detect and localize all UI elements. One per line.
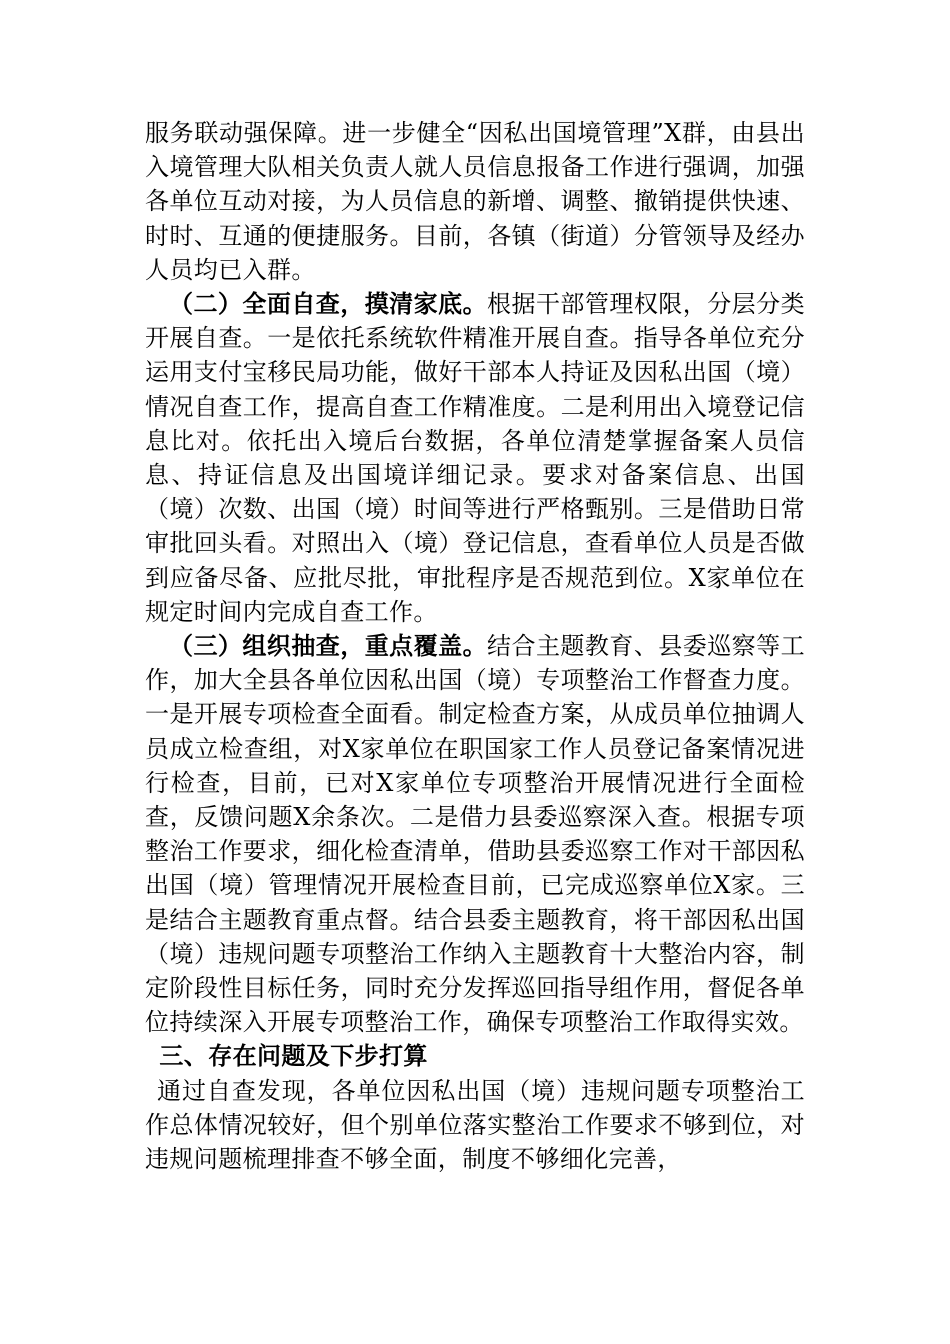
paragraph-self-check-body: 根据干部管理权限，分层分类开展自查。一是依托系统软件精准开展自查。指导各单位充分运用支付宝移民局功能，做好干部本人持证及因私出国（境）情况自查工作，提高自查工作精准度。二是利用出入境登记信息比对。依托出入境后台数据，各单位清楚掌握备案人员信息、持证信息及出国境详细记录。要求对备案信息、出国（境）次数、出国（境）时间等进行严格甄别。三是借助日常审批回头看。对照出入（境）登记信息，查看单位人员是否做到应备尽备、应批尽批，审批程序是否规范到位。X家单位在规定时间内完成自查工作。 (145, 290, 805, 626)
paragraph-problems: 通过自查发现，各单位因私出国（境）违规问题专项整治工作总体情况较好，但个别单位落实整治工作要求不够到位，对违规问题梳理排查不够全面，制度不够细化完善， (145, 1076, 805, 1174)
paragraph-service-linkage: 服务联动强保障。进一步健全“因私出国境管理”X群，由县出入境管理大队相关负责人就人员信息报备工作进行强调，加强各单位互动对接，为人员信息的新增、调整、撤销提供快速、时时、互通的便捷服务。目前，各镇（街道）分管领导及经办人员均已入群。 (145, 119, 805, 284)
paragraph-self-check (145, 287, 805, 629)
subheading-self-check: （二）全面自查，摸清家底。 (169, 289, 488, 319)
subheading-spot-check: （三）组织抽查，重点覆盖。 (169, 631, 488, 661)
paragraph-spot-check (145, 629, 805, 1039)
document-body (145, 116, 805, 1176)
section-title-problems: 三、存在问题及下步打算 (159, 1041, 428, 1071)
paragraph-spot-check-body: 结合主题教育、县委巡察等工作，加大全县各单位因私出国（境）专项整治工作督查力度。一是开展专项检查全面看。制定检查方案，从成员单位抽调人员成立检查组，对X家单位在职国家工作人员登记备案情况进行检查，目前，已对X家单位专项整治开展情况进行全面检查，反馈问题X余条次。二是借力县委巡察深入查。根据专项整治工作要求，细化检查清单，借助县委巡察工作对干部因私出国（境）管理情况开展检查目前，已完成巡察单位X家。三是结合主题教育重点督。结合县委主题教育，将干部因私出国（境）违规问题专项整治工作纳入主题教育十大整治内容，制定阶段性目标任务，同时充分发挥巡回指导组作用，督促各单位持续深入开展专项整治工作，确保专项整治工作取得实效。 (145, 632, 805, 1037)
